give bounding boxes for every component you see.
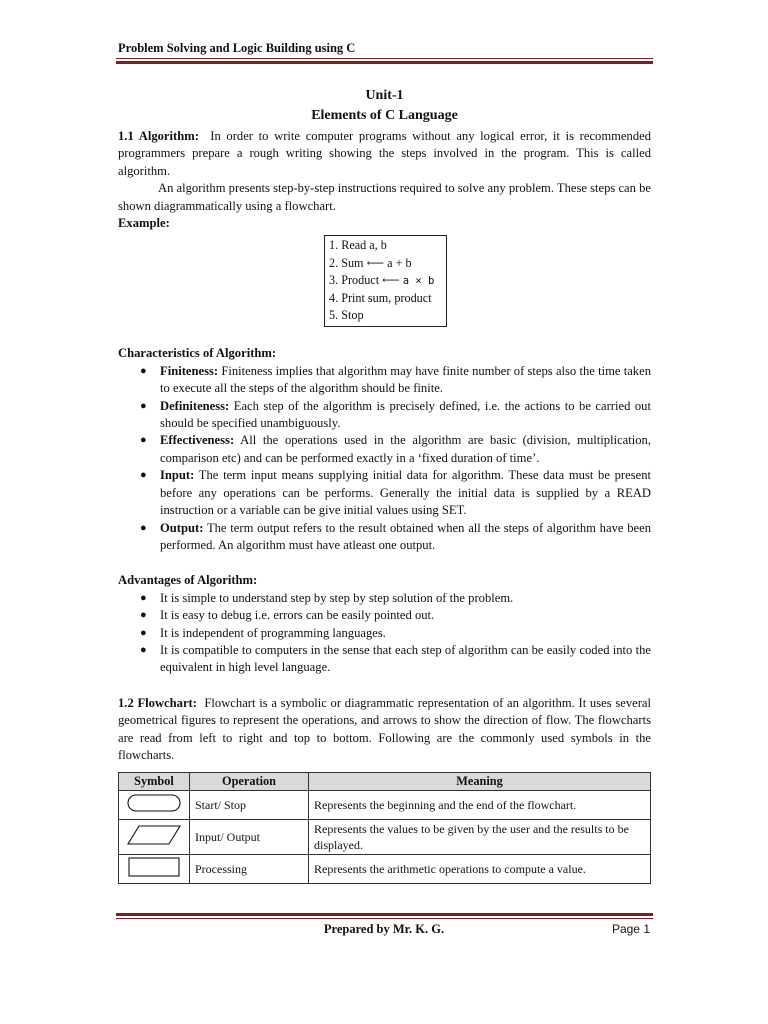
meaning-cell: Represents the beginning and the end of the flowchart. bbox=[309, 791, 651, 820]
flowchart-text: Flowchart is a symbolic or diagrammatic representation of an algorithm. It uses several geometrical figures to represent the operations, and arrows to show the direction of flow. The flowcharts are read from left to right and top to bottom. Following are the commonly used symbols in the flowcharts. bbox=[118, 695, 652, 762]
example-step-label: 2. Sum bbox=[329, 255, 364, 270]
example-step bbox=[329, 272, 446, 290]
header-rule-thick bbox=[116, 61, 653, 64]
terminal-oval-icon bbox=[125, 791, 183, 815]
list-item bbox=[118, 432, 651, 467]
characteristics-list bbox=[118, 363, 651, 554]
bullet-icon: ● bbox=[140, 399, 147, 412]
column-header-meaning: Meaning bbox=[309, 773, 651, 791]
item-text: It is easy to debug i.e. errors can be easily pointed out. bbox=[160, 608, 435, 623]
left-arrow-icon: ⟵ bbox=[382, 272, 400, 287]
page-number: Page 1 bbox=[611, 922, 650, 936]
sum-expression: a + b bbox=[387, 255, 412, 270]
table-row bbox=[119, 855, 651, 884]
chapter-title: Elements of C Language bbox=[311, 108, 458, 123]
header-rule-thin bbox=[116, 58, 653, 59]
list-item bbox=[118, 642, 651, 677]
flowchart-symbols-table bbox=[118, 772, 651, 884]
title-block bbox=[118, 86, 651, 126]
characteristics-heading: Characteristics of Algorithm: bbox=[118, 346, 277, 361]
symbol-cell bbox=[119, 820, 190, 855]
operation-cell: Processing bbox=[190, 855, 309, 884]
item-text: It is simple to understand step by step by step solution of the problem. bbox=[160, 590, 514, 605]
example-step: 4. Print sum, product bbox=[329, 291, 432, 306]
operation-cell: Input/ Output bbox=[190, 820, 309, 855]
meaning-cell: Represents the arithmetic operations to compute a value. bbox=[309, 855, 651, 884]
bullet-icon: ● bbox=[140, 469, 147, 482]
column-header-symbol: Symbol bbox=[119, 773, 190, 791]
footer-rule-thin bbox=[116, 918, 653, 919]
item-term: Output: bbox=[160, 520, 204, 535]
table-header-row bbox=[119, 773, 651, 791]
operation-cell: Start/ Stop bbox=[190, 791, 309, 820]
item-term: Input: bbox=[160, 468, 195, 483]
bullet-icon: ● bbox=[140, 434, 147, 447]
list-item bbox=[118, 363, 651, 398]
example-label: Example: bbox=[118, 216, 170, 231]
bullet-icon: ● bbox=[140, 364, 147, 377]
example-algorithm-box bbox=[324, 235, 447, 327]
list-item bbox=[118, 590, 651, 607]
unit-title: Unit-1 bbox=[365, 88, 404, 103]
algorithm-para1: In order to write computer programs without any logical error, it is recommended programmers prepare a rough writing showing the steps involved in the program. This is called algorithm. bbox=[118, 129, 652, 178]
list-item bbox=[118, 607, 651, 624]
item-term: Definiteness: bbox=[160, 398, 230, 413]
prepared-by: Prepared by Mr. K. G. bbox=[323, 922, 445, 936]
item-text: All the operations used in the algorithm are basic (division, multiplication, comparison etc) and can be performed exactly in a ‘fixed duration of time’. bbox=[160, 433, 651, 465]
advantages-list bbox=[118, 590, 651, 677]
bullet-icon: ● bbox=[140, 521, 147, 534]
meaning-cell: Represents the values to be given by the user and the results to be displayed. bbox=[309, 820, 651, 855]
algorithm-label: 1.1 Algorithm: bbox=[118, 129, 199, 143]
example-step: 1. Read a, b bbox=[329, 238, 387, 253]
example-step-label: 3. Product bbox=[329, 272, 380, 287]
item-text: The term output refers to the result obtained when all the steps of algorithm have been performed. An algorithm must have atleast one output. bbox=[160, 520, 651, 552]
bullet-icon: ● bbox=[140, 609, 147, 622]
item-text: The term input means supplying initial data for algorithm. These data must be present before any operations can be performs. Generally the initial data is supplied by a READ instruction or a variable can be give initial values using SET. bbox=[160, 468, 651, 518]
item-text: It is compatible to computers in the sense that each step of algorithm can be easily coded into the equivalent in high level language. bbox=[160, 642, 651, 675]
list-item bbox=[118, 398, 651, 433]
algorithm-paragraph bbox=[118, 128, 651, 180]
item-term: Effectiveness: bbox=[160, 433, 235, 448]
item-text: Each step of the algorithm is precisely defined, i.e. the actions to be carried out should be specified unambiguously. bbox=[160, 398, 651, 431]
column-header-operation: Operation bbox=[190, 773, 309, 791]
symbol-cell bbox=[119, 855, 190, 884]
bullet-icon: ● bbox=[140, 643, 147, 656]
flowchart-paragraph bbox=[118, 695, 651, 765]
bullet-icon: ● bbox=[140, 626, 147, 639]
item-text: Finiteness implies that algorithm may have finite number of steps also the time taken to execute all the steps of the algorithm should be finite. bbox=[160, 363, 651, 396]
table-row bbox=[119, 791, 651, 820]
rectangle-icon bbox=[125, 855, 183, 879]
footer-rule-thick bbox=[116, 913, 653, 916]
example-step bbox=[329, 255, 446, 272]
item-term: Finiteness: bbox=[160, 363, 219, 378]
example-step: 5. Stop bbox=[329, 308, 364, 323]
list-item bbox=[118, 467, 651, 519]
item-text: It is independent of programming languages. bbox=[160, 625, 386, 640]
bullet-icon: ● bbox=[140, 591, 147, 604]
main-content bbox=[118, 128, 651, 884]
symbol-cell bbox=[119, 791, 190, 820]
advantages-heading: Advantages of Algorithm: bbox=[118, 573, 258, 588]
list-item bbox=[118, 625, 651, 642]
table-row bbox=[119, 820, 651, 855]
flowchart-label: 1.2 Flowchart: bbox=[118, 695, 197, 710]
running-header: Problem Solving and Logic Building using C bbox=[118, 41, 356, 55]
left-arrow-icon: ⟵ bbox=[366, 255, 385, 270]
list-item bbox=[118, 520, 651, 555]
parallelogram-icon bbox=[125, 822, 183, 848]
product-expression: a × b bbox=[402, 274, 435, 287]
algorithm-para2: An algorithm presents step-by-step instructions required to solve any problem. These steps can be shown diagrammatically using a flowchart. bbox=[118, 181, 651, 213]
